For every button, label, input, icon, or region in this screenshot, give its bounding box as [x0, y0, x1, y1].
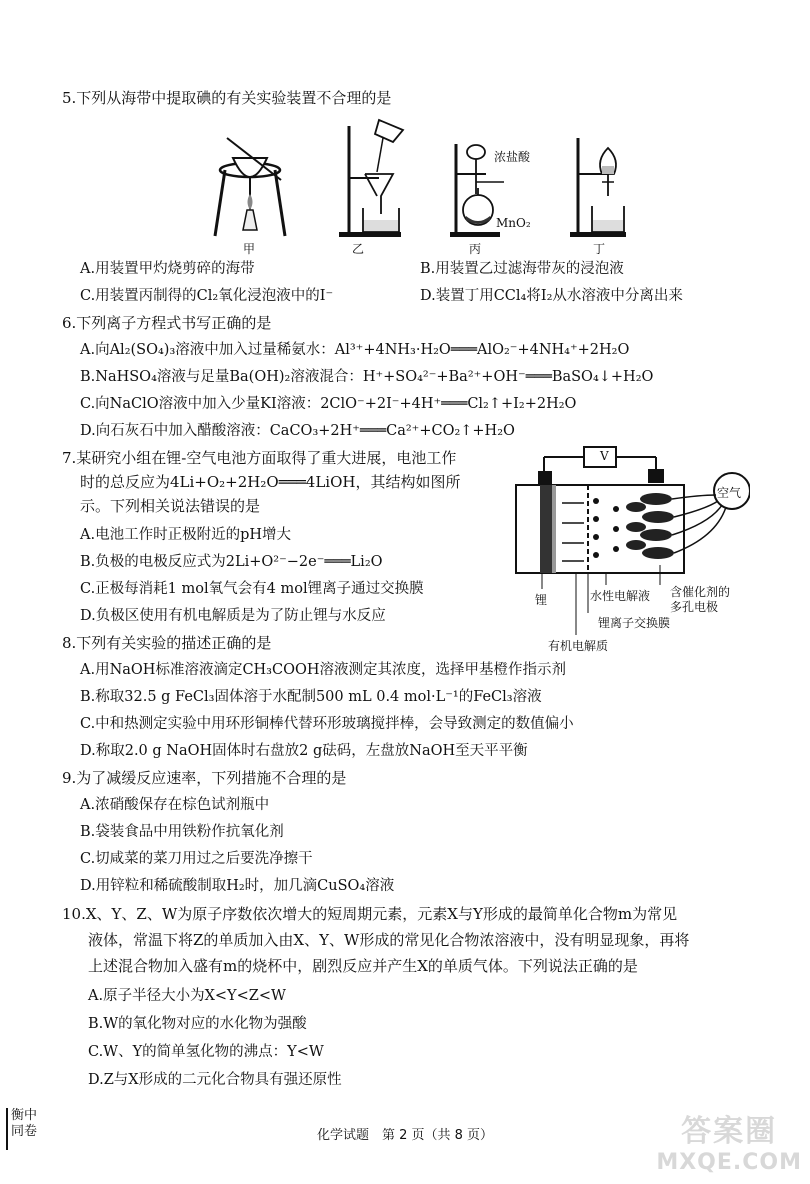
q8-option-a: A.用NaOH标准溶液滴定CH₃COOH溶液测定其浓度，选择甲基橙作指示剂 [80, 662, 567, 678]
q7-stem-line-2: 时的总反应为4Li+O₂+2H₂O═══4LiOH，其结构如图所 [80, 473, 461, 491]
q9-option-b: B.袋装食品中用铁粉作抗氧化剂 [80, 824, 284, 840]
q10-stem-line-1: 10.X、Y、Z、W为原子序数依次增大的短周期元素，元素X与Y形成的最简单化合物m为常见 [62, 905, 678, 923]
label-ding: 丁 [593, 242, 606, 256]
q7-option-a: A.电池工作时正极附近的pH增大 [80, 527, 292, 543]
label-aqueous-electrolyte: 水性电解液 [590, 589, 651, 603]
label-jia: 甲 [243, 242, 256, 256]
logo-line-2: 同卷 [11, 1124, 38, 1139]
label-air: 空气 [717, 486, 742, 500]
q7-stem-line-3: 示。下列相关说法错误的是 [80, 497, 261, 515]
label-catalyst-line1: 含催化剂的 [670, 585, 731, 599]
apparatus-yi [335, 116, 415, 240]
q9-option-d: D.用锌粒和稀硫酸制取H₂时，加几滴CuSO₄溶液 [80, 878, 395, 894]
label-yi: 乙 [352, 242, 365, 256]
q7-option-c: C.正极每消耗1 mol氧气会有4 mol锂离子通过交换膜 [80, 581, 424, 597]
label-bing: 丙 [469, 242, 482, 256]
q8-option-d: D.称取2.0 g NaOH固体时右盘放2 g砝码，左盘放NaOH至天平平衡 [80, 743, 528, 759]
q6-option-a: A.向Al₂(SO₄)₃溶液中加入过量稀氨水：Al³⁺+4NH₃·H₂O═══AlO₂⁻+4NH₄⁺+2H₂O [80, 342, 630, 358]
label-catalyst-line2: 多孔电极 [670, 600, 719, 614]
label-mno2: MnO₂ [496, 216, 531, 230]
apparatus-ding [568, 134, 634, 240]
q10-option-d: D.Z与X形成的二元化合物具有强还原性 [88, 1072, 342, 1088]
q5-option-b: B.用装置乙过滤海带灰的浸泡液 [420, 261, 624, 277]
page-footer: 化学试题 第 2 页（共 8 页） [316, 1128, 494, 1143]
q5-option-a: A.用装置甲灼烧剪碎的海带 [80, 261, 255, 277]
watermark-top: 答案圈 [681, 1114, 778, 1149]
q10-stem-line-2: 液体，常温下将Z的单质加入由X、Y、W形成的常见化合物浓溶液中，没有明显现象，再将 [88, 931, 690, 949]
label-hcl: 浓盐酸 [494, 150, 531, 164]
q7-stem-line-1: 7.某研究小组在锂-空气电池方面取得了重大进展，电池工作 [62, 449, 457, 467]
q5-option-d: D.装置丁用CCl₄将I₂从水溶液中分离出来 [420, 288, 683, 304]
q6-option-b: B.NaHSO₄溶液与足量Ba(OH)₂溶液混合：H⁺+SO₄²⁻+Ba²⁺+OH⁻═══BaSO₄↓+H₂O [80, 369, 654, 385]
watermark [656, 1106, 802, 1175]
q5-stem: 5.下列从海带中提取碘的有关实验装置不合理的是 [62, 89, 392, 107]
q8-option-b: B.称取32.5 g FeCl₃固体溶于水配制500 mL 0.4 mol·L⁻¹的FeCl₃溶液 [80, 689, 542, 705]
q7-option-d: D.负极区使用有机电解质是为了防止锂与水反应 [80, 608, 386, 624]
label-voltmeter: V [600, 449, 609, 463]
q9-option-a: A.浓硝酸保存在棕色试剂瓶中 [80, 797, 270, 813]
q8-stem: 8.下列有关实验的描述正确的是 [62, 634, 272, 652]
q6-stem: 6.下列离子方程式书写正确的是 [62, 314, 272, 332]
q9-stem: 9.为了减缓反应速率，下列措施不合理的是 [62, 769, 347, 787]
logo-line-1: 衡中 [11, 1108, 38, 1123]
apparatus-jia [205, 118, 295, 240]
q7-option-b: B.负极的电极反应式为2Li+O²⁻−2e⁻═══Li₂O [80, 554, 383, 570]
q6-option-c: C.向NaClO溶液中加入少量KI溶液：2ClO⁻+2I⁻+4H⁺═══Cl₂↑+I₂+2H₂O [80, 396, 577, 412]
label-lithium: 锂 [535, 593, 548, 607]
q6-option-d: D.向石灰石中加入醋酸溶液：CaCO₃+2H⁺═══Ca²⁺+CO₂↑+H₂O [80, 423, 515, 439]
q10-stem-line-3: 上述混合物加入盛有m的烧杯中，剧烈反应并产生X的单质气体。下列说法正确的是 [88, 957, 638, 975]
watermark-bottom: MXQE.COM [656, 1150, 802, 1175]
label-organic-electrolyte: 有机电解质 [548, 639, 609, 653]
q8-option-c: C.中和热测定实验中用环形铜棒代替环形玻璃搅拌棒，会导致测定的数值偏小 [80, 716, 574, 732]
q10-option-a: A.原子半径大小为X<Y<Z<W [88, 988, 286, 1004]
label-li-ion-membrane: 锂离子交换膜 [598, 616, 671, 630]
q10-option-c: C.W、Y的简单氢化物的沸点：Y<W [88, 1044, 324, 1060]
q10-option-b: B.W的氧化物对应的水化物为强酸 [88, 1016, 307, 1032]
q9-option-c: C.切咸菜的菜刀用过之后要洗净擦干 [80, 851, 313, 867]
q5-option-c: C.用装置丙制得的Cl₂氧化浸泡液中的I⁻ [80, 288, 334, 304]
